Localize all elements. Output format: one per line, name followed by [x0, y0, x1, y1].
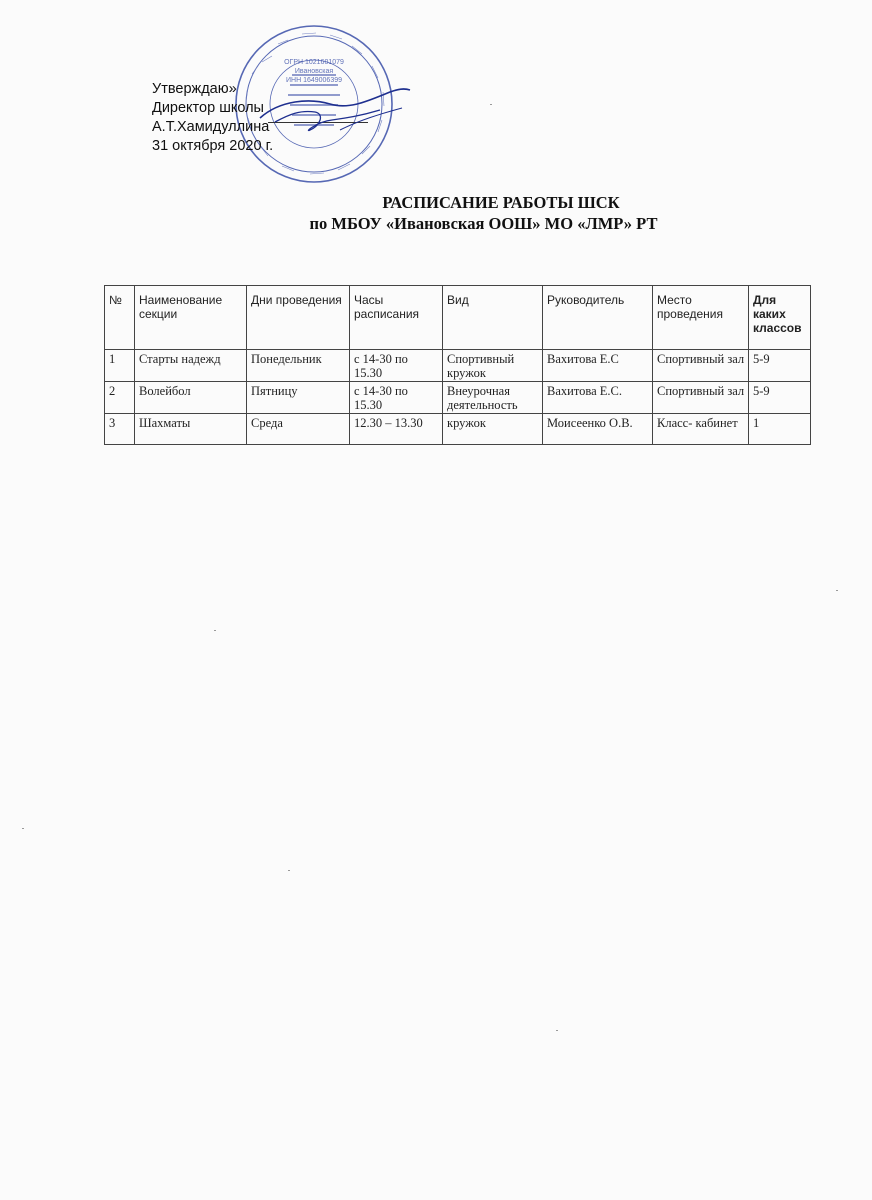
header-section: Наименование секции — [135, 286, 247, 350]
cell-classes: 1 — [749, 414, 811, 445]
cell-leader: Вахитова Е.С — [543, 350, 653, 382]
header-classes: Для каких классов — [749, 286, 811, 350]
cell-place: Спортивный зал — [653, 350, 749, 382]
cell-hours: с 14-30 по 15.30 — [350, 382, 443, 414]
title-line-1: РАСПИСАНИЕ РАБОТЫ ШСК — [382, 193, 620, 212]
seal-name: Ивановская — [294, 68, 334, 75]
header-number: № — [105, 286, 135, 350]
cell-days: Понедельник — [247, 350, 350, 382]
scan-speck — [288, 870, 290, 871]
header-leader: Руководитель — [543, 286, 653, 350]
cell-section: Волейбол — [135, 382, 247, 414]
approval-line: Утверждаю» — [152, 81, 237, 97]
director-title: Директор школы — [152, 100, 264, 116]
scan-speck — [22, 828, 24, 829]
header-place: Место проведения — [653, 286, 749, 350]
seal-inn: ИНН 1649006399 — [285, 77, 343, 84]
director-name: А.Т.Хамидуллина — [152, 119, 270, 135]
approval-date: 31 октября 2020 г. — [152, 138, 274, 154]
document-title — [0, 192, 872, 234]
header-type: Вид — [443, 286, 543, 350]
header-hours: Часы расписания — [350, 286, 443, 350]
cell-number: 1 — [105, 350, 135, 382]
director-signature — [220, 70, 420, 170]
scan-speck — [556, 1030, 558, 1031]
cell-section: Старты надежд — [135, 350, 247, 382]
cell-place: Спортивный зал — [653, 382, 749, 414]
cell-hours: 12.30 – 13.30 — [350, 414, 443, 445]
cell-type: кружок — [443, 414, 543, 445]
cell-classes: 5-9 — [749, 382, 811, 414]
schedule-table — [104, 285, 811, 445]
cell-number: 3 — [105, 414, 135, 445]
title-line-2: по МБОУ «Ивановская ООШ» МО «ЛМР» РТ — [309, 214, 658, 233]
cell-type: Внеурочная деятельность — [443, 382, 543, 414]
table-row — [105, 382, 811, 414]
cell-days: Среда — [247, 414, 350, 445]
cell-days: Пятницу — [247, 382, 350, 414]
cell-section: Шахматы — [135, 414, 247, 445]
seal-ogrn: ОГРН 1021601079 — [284, 59, 344, 66]
cell-classes: 5-9 — [749, 350, 811, 382]
cell-number: 2 — [105, 382, 135, 414]
cell-leader: Вахитова Е.С. — [543, 382, 653, 414]
cell-type: Спортивный кружок — [443, 350, 543, 382]
scan-speck — [836, 590, 838, 591]
table-row — [105, 414, 811, 445]
scan-speck — [490, 104, 492, 105]
table-header-row — [105, 286, 811, 350]
scan-speck — [214, 630, 216, 631]
header-days: Дни проведения — [247, 286, 350, 350]
cell-leader: Моисеенко О.В. — [543, 414, 653, 445]
table-row — [105, 350, 811, 382]
cell-hours: с 14-30 по 15.30 — [350, 350, 443, 382]
cell-place: Класс- кабинет — [653, 414, 749, 445]
